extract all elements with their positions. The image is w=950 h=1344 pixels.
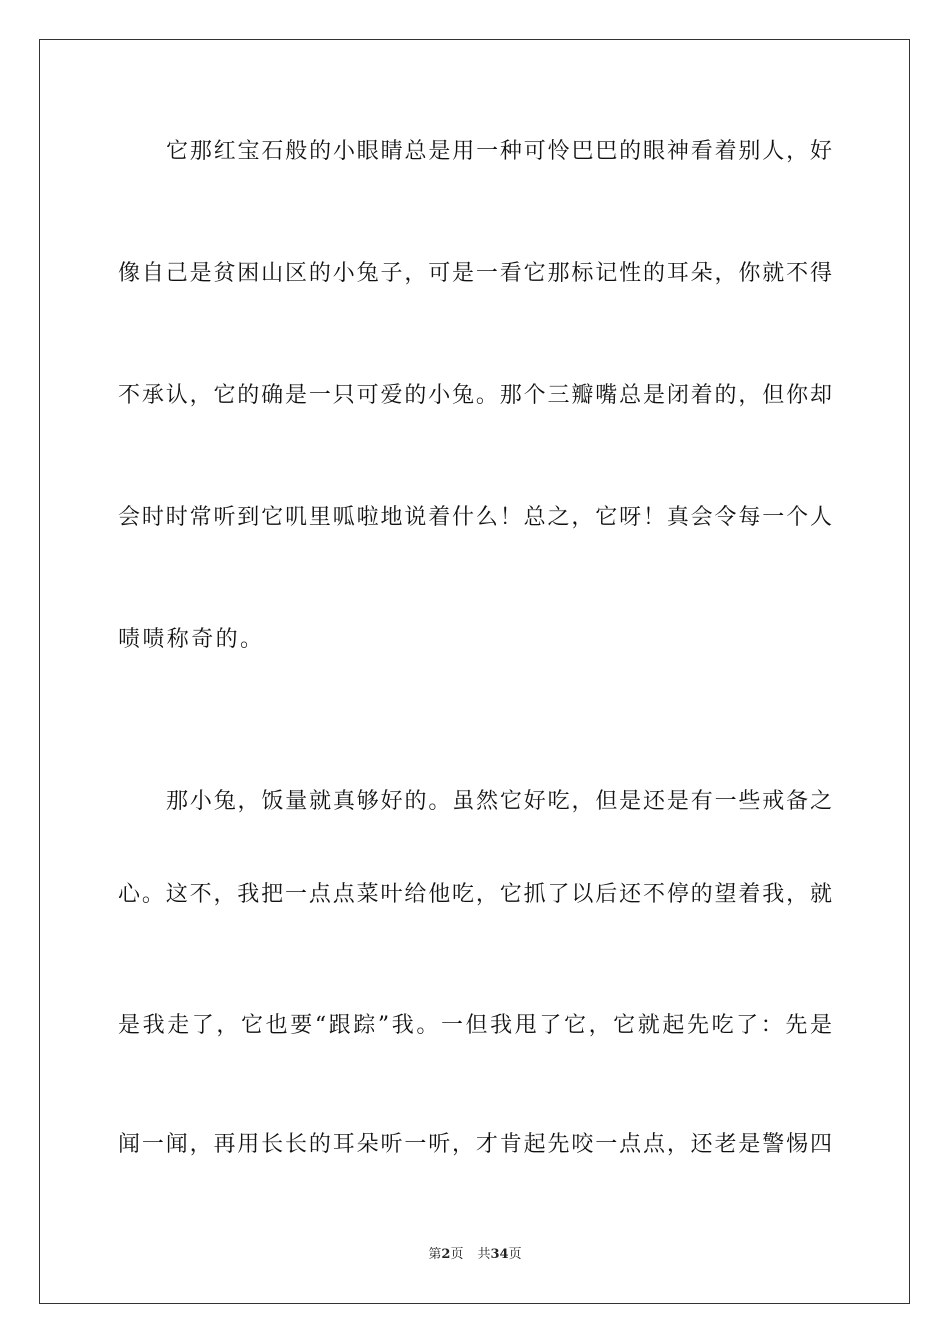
paragraph-1-line-3: 不承认，它的确是一只可爱的小兔。那个三瓣嘴总是闭着的，但你却 <box>118 383 832 408</box>
paragraph-1-line-2: 像自己是贫困山区的小兔子，可是一看它那标记性的耳朵，你就不得 <box>118 261 832 286</box>
page-number: 2 <box>441 1247 451 1262</box>
total-pages: 34 <box>490 1247 509 1262</box>
total-suffix: 页 <box>508 1247 522 1262</box>
paragraph-1-line-4: 会时时常听到它叽里呱啦地说着什么！总之，它呀！真会令每一个人 <box>118 505 832 530</box>
paragraph-2-line-3: 是我走了，它也要“跟踪”我。一但我甩了它，它就起先吃了：先是 <box>118 1013 832 1038</box>
paragraph-2-line-2: 心。这不，我把一点点菜叶给他吃，它抓了以后还不停的望着我，就 <box>118 882 832 907</box>
page-border <box>39 39 910 1304</box>
page-prefix: 第 <box>428 1247 442 1262</box>
paragraph-1-line-1: 它那红宝石般的小眼睛总是用一种可怜巴巴的眼神看着别人，好 <box>166 139 832 164</box>
paragraph-2-line-1: 那小兔，饭量就真够好的。虽然它好吃，但是还是有一些戒备之 <box>166 789 832 814</box>
total-prefix: 共 <box>477 1247 491 1262</box>
page-suffix: 页 <box>450 1247 464 1262</box>
paragraph-1-line-5: 啧啧称奇的。 <box>118 627 265 652</box>
page-footer <box>0 1246 950 1264</box>
paragraph-2-line-4: 闻一闻，再用长长的耳朵听一听，才肯起先咬一点点，还老是警惕四 <box>118 1132 832 1157</box>
